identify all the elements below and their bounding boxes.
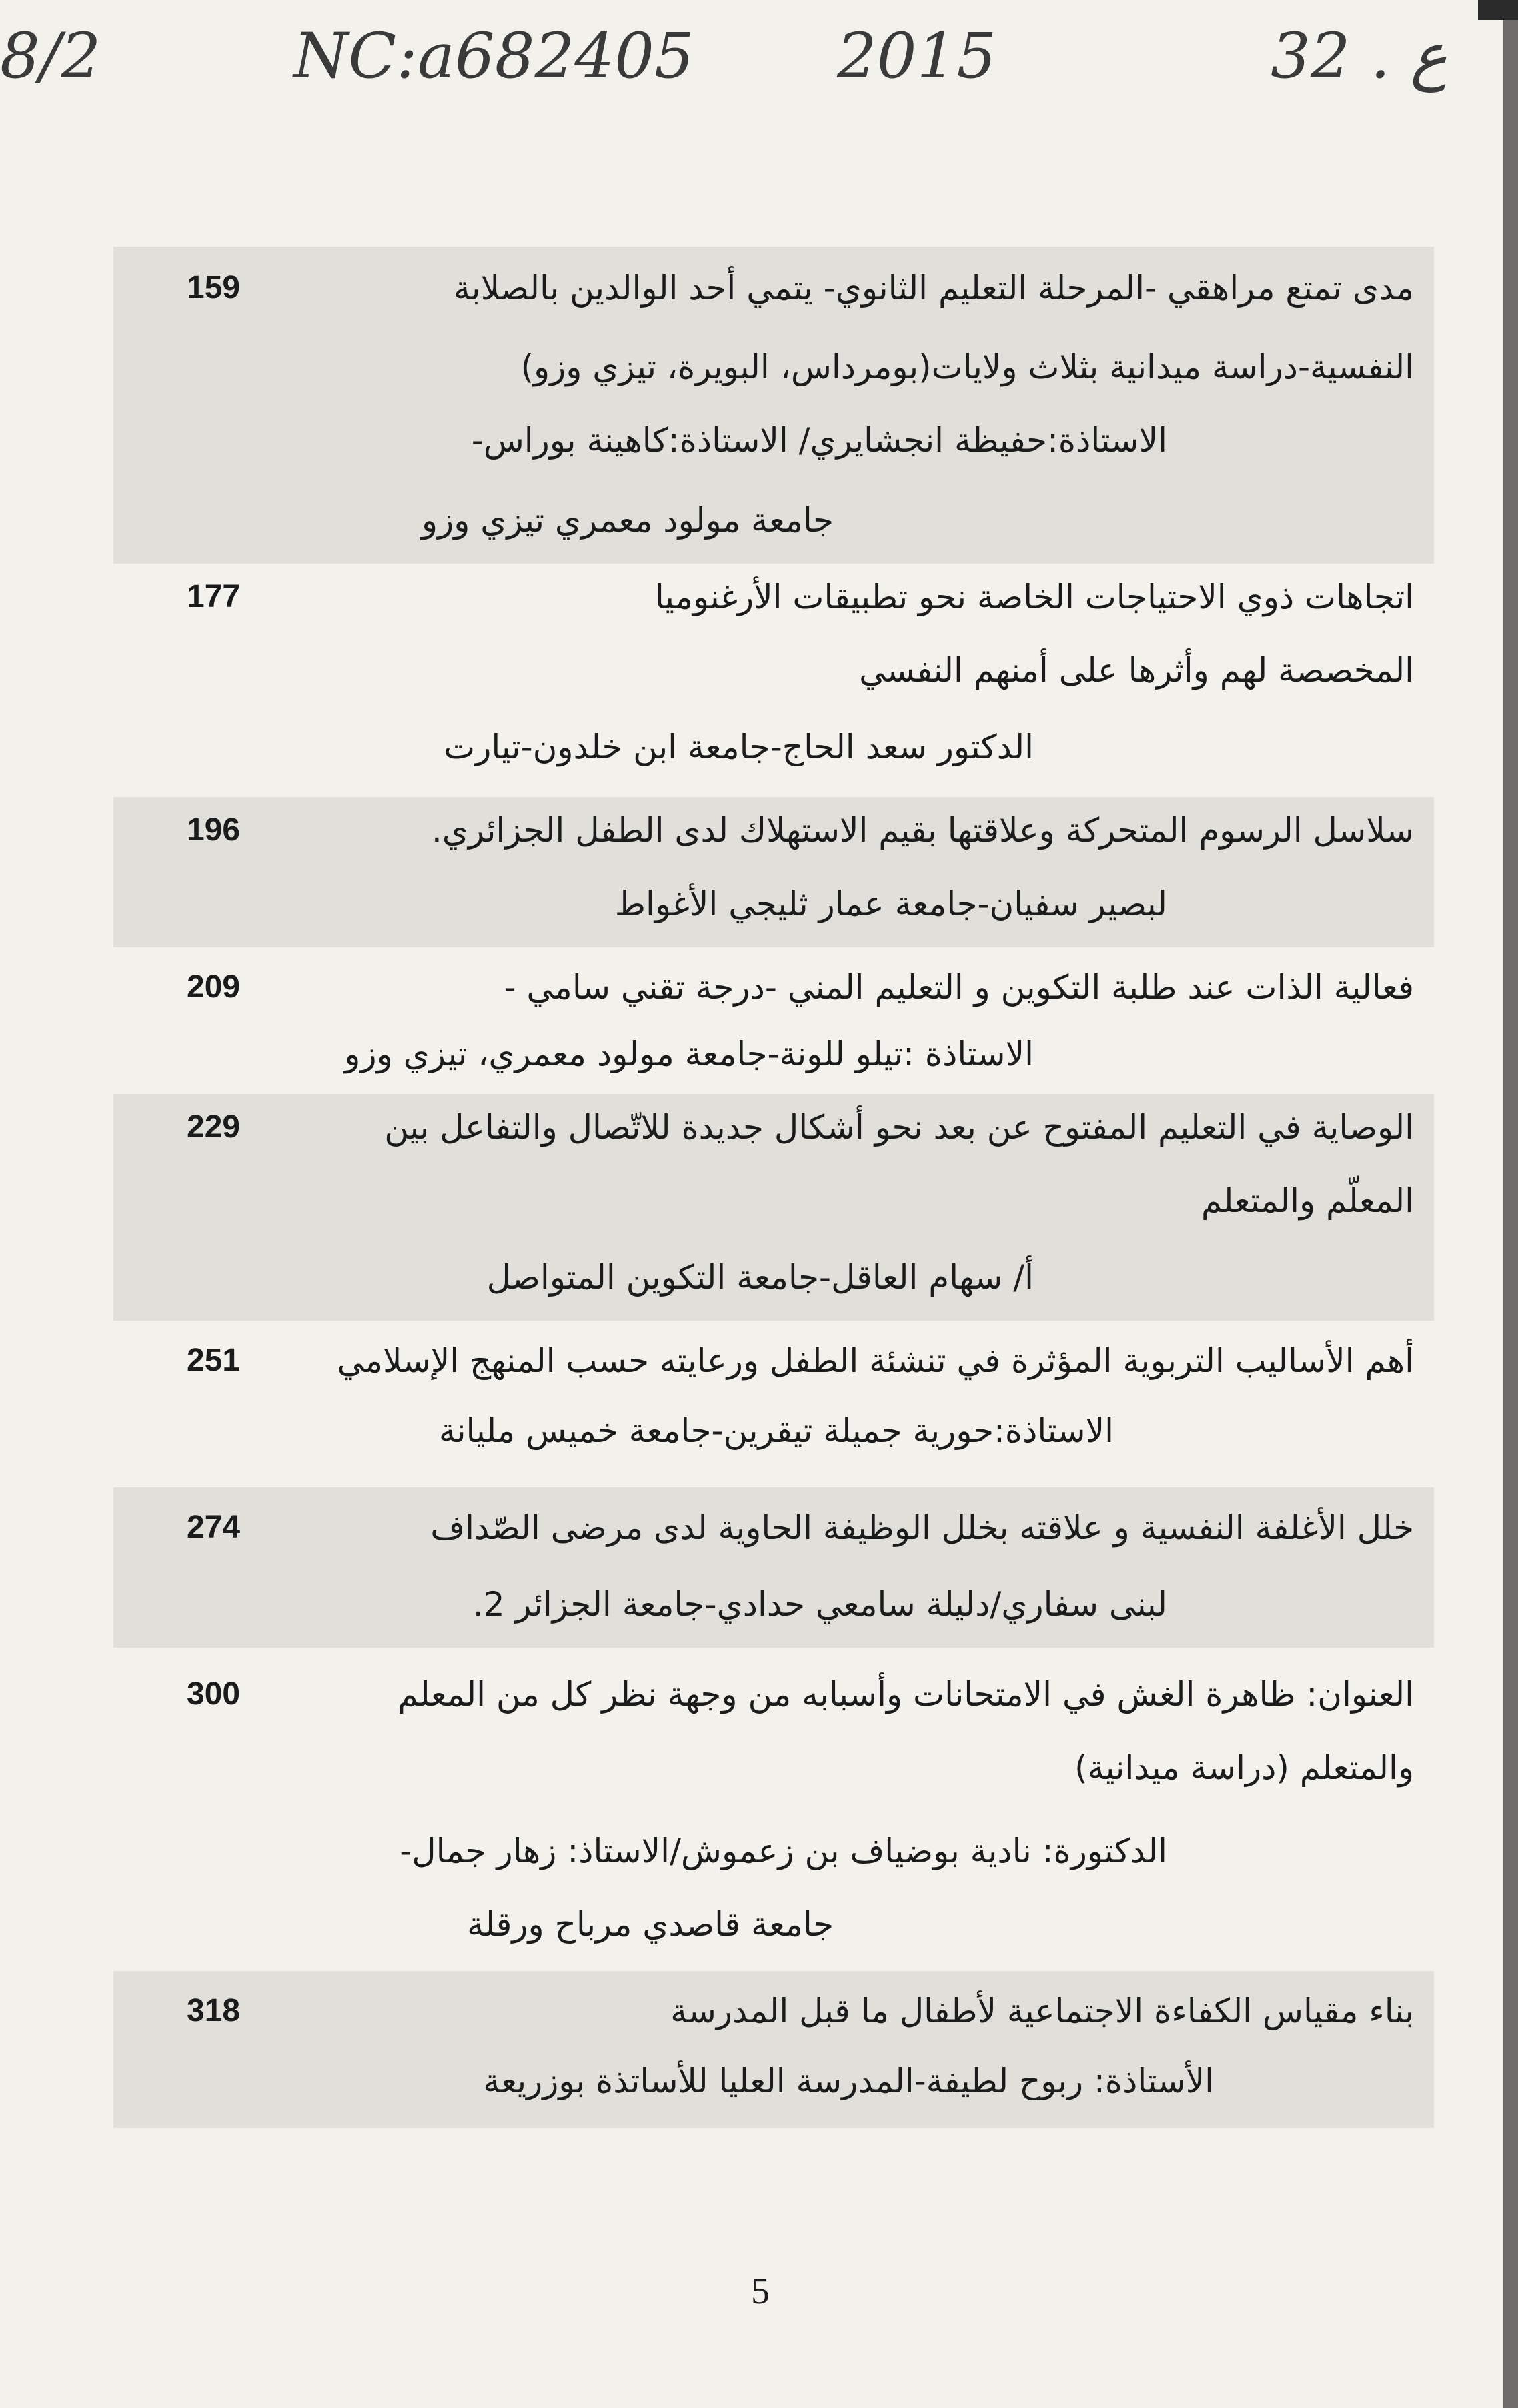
- toc-entry: [113, 1971, 1434, 2128]
- entry-title: اتجاهات ذوي الاحتياجات الخاصة نحو تطبيقات الأرغنوميا: [654, 578, 1414, 616]
- entry-title: الوصاية في التعليم المفتوح عن بعد نحو أشكال جديدة للاتّصال والتفاعل بين: [384, 1108, 1414, 1147]
- page-number: 318: [187, 1993, 241, 2028]
- page-number: 274: [187, 1510, 241, 1545]
- page-number: 177: [187, 579, 241, 614]
- entry-title: أهم الأساليب التربوية المؤثرة في تنشئة الطفل ورعايته حسب المنهج الإسلامي: [337, 1341, 1414, 1380]
- entry-author: أ/ سهام العاقل-جامعة التكوين المتواصل: [486, 1258, 1034, 1297]
- entry-author: لبنى سفاري/دليلة سامعي حدادي-جامعة الجزائر 2.: [472, 1585, 1167, 1624]
- entry-author: جامعة مولود معمري تيزي وزو: [421, 501, 834, 540]
- entry-title: سلاسل الرسوم المتحركة وعلاقتها بقيم الاستهلاك لدى الطفل الجزائري.: [431, 811, 1414, 850]
- entry-author: الأستاذة: ربوح لطيفة-المدرسة العليا للأساتذة بوزريعة: [483, 2062, 1214, 2100]
- entry-title: بناء مقياس الكفاءة الاجتماعية لأطفال ما قبل المدرسة: [670, 1992, 1414, 2030]
- page-number: 159: [187, 270, 241, 306]
- entry-title: النفسية-دراسة ميدانية بثلاث ولايات(بومرداس، البويرة، تيزي وزو): [520, 348, 1414, 386]
- entry-title: المخصصة لهم وأثرها على أمنهم النفسي: [859, 651, 1414, 690]
- handwritten-fraction: 8/2: [0, 20, 101, 93]
- toc-entry: [113, 247, 1434, 564]
- entry-author: لبصير سفيان-جامعة عمار ثليجي الأغواط: [614, 884, 1167, 923]
- toc-entry: [113, 797, 1434, 947]
- entry-title: مدى تمتع مراهقي -المرحلة التعليم الثانوي- يتمي أحد الوالدين بالصلابة: [453, 269, 1414, 308]
- page-number: 196: [187, 812, 241, 848]
- page-number: 300: [187, 1676, 241, 1712]
- entry-title: والمتعلم (دراسة ميدانية): [1074, 1748, 1414, 1787]
- page-number: 209: [187, 969, 241, 1005]
- toc-entry: [113, 954, 1434, 1087]
- entry-author: الاستاذة :تيلو للونة-جامعة مولود معمري، تيزي وزو: [344, 1035, 1034, 1073]
- toc-entry: [113, 1487, 1434, 1648]
- handwritten-year: 2015: [837, 20, 997, 93]
- handwritten-shelf-mark: 32 . ع: [1271, 20, 1448, 93]
- entry-author: الاستاذة:حورية جميلة تيقرين-جامعة خميس مليانة: [438, 1411, 1114, 1450]
- toc-entry: [113, 1094, 1434, 1321]
- toc-entry: [113, 1661, 1434, 1968]
- toc-entry: [113, 1327, 1434, 1467]
- entry-title: خلل الأغلفة النفسية و علاقته بخلل الوظيفة الحاوية لدى مرضى الصّداف: [430, 1508, 1414, 1547]
- entry-title: المعلّم والمتعلم: [1201, 1181, 1414, 1220]
- toc-entry: [113, 564, 1434, 790]
- handwritten-catalog-number: NC:a682405: [293, 20, 694, 93]
- entry-author: الاستاذة:حفيظة انجشايري/ الاستاذة:كاهينة بوراس-: [471, 421, 1167, 460]
- entry-author: جامعة قاصدي مرباح ورقلة: [467, 1905, 834, 1944]
- page-number: 229: [187, 1109, 241, 1145]
- entry-author: الدكتورة: نادية بوضياف بن زعموش/الاستاذ: زهار جمال-: [400, 1832, 1167, 1870]
- entry-title: فعالية الذات عند طلبة التكوين و التعليم المني -درجة تقني سامي -: [504, 968, 1414, 1007]
- entry-title: العنوان: ظاهرة الغش في الامتحانات وأسبابه من وجهة نظر كل من المعلم: [398, 1675, 1414, 1714]
- page-number: 251: [187, 1343, 241, 1378]
- entry-author: الدكتور سعد الحاج-جامعة ابن خلدون-تيارت: [444, 728, 1034, 766]
- page-footer-number: 5: [751, 2271, 770, 2312]
